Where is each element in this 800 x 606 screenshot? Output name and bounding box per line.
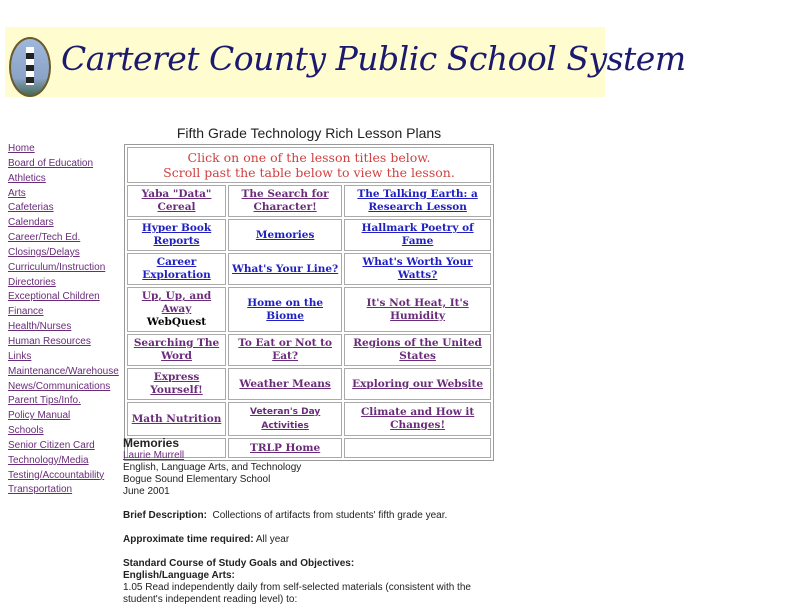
lesson-link[interactable]: Regions of the United States — [353, 337, 482, 362]
lesson-title: Memories — [123, 436, 180, 450]
lesson-link[interactable]: Express Yourself! — [150, 371, 203, 396]
sidebar-link-testing-accountability[interactable]: Testing/Accountability — [8, 469, 105, 481]
webquest-label: WebQuest — [146, 316, 207, 328]
lesson-link[interactable]: Career Exploration — [142, 256, 211, 281]
table-instructions: Click on one of the lesson titles below. Scroll past the table below to view the lesson. — [127, 147, 491, 183]
time-label: Approximate time required: — [123, 534, 254, 545]
lesson-link[interactable]: The Search for Character! — [241, 188, 329, 213]
goals-label: Standard Course of Study Goals and Objectives: — [123, 558, 355, 569]
sidebar-link-athletics[interactable]: Athletics — [8, 172, 46, 184]
lesson-link[interactable]: It's Not Heat, It's Humidity — [366, 296, 469, 322]
lesson-link[interactable]: Hallmark Poetry of Fame — [361, 222, 474, 247]
author-link[interactable]: Laurie Murrell — [123, 450, 185, 461]
time-required: All year — [255, 534, 290, 545]
lesson-link[interactable]: Veteran's Day Activities — [249, 407, 321, 431]
sidebar-link-home[interactable]: Home — [8, 143, 35, 154]
lesson-link[interactable]: Home on the Biome — [247, 296, 324, 322]
sidebar-link-career-tech-ed[interactable]: Career/Tech Ed. — [8, 232, 81, 244]
lesson-link[interactable]: Hyper Book Reports — [141, 222, 212, 247]
trlp-home-link[interactable]: TRLP Home — [250, 441, 321, 454]
site-banner — [5, 27, 686, 97]
sidebar-link-links[interactable]: Links — [8, 350, 32, 362]
lesson-table — [124, 144, 494, 461]
lesson-link[interactable]: Exploring our Website — [352, 377, 484, 390]
brief-label: Brief Description: — [123, 510, 207, 521]
lesson-link[interactable]: To Eat or Not to Eat? — [238, 337, 332, 362]
sidebar-link-maintenance-warehouse[interactable]: Maintenance/Warehouse — [8, 365, 119, 377]
sidebar-link-curriculum-instruction[interactable]: Curriculum/Instruction — [8, 261, 106, 273]
sidebar-nav — [8, 142, 119, 498]
sidebar-link-cafeterias[interactable]: Cafeterias — [8, 202, 54, 214]
lesson-date: June 2001 — [123, 486, 170, 497]
sidebar-link-senior-citizen-card[interactable]: Senior Citizen Card — [8, 439, 95, 451]
site-title: Carteret County Public School System — [61, 39, 686, 78]
lesson-details — [123, 436, 503, 606]
sidebar-link-parent-tips-info[interactable]: Parent Tips/Info. — [8, 395, 81, 407]
sidebar-link-finance[interactable]: Finance — [8, 306, 44, 318]
lesson-link[interactable]: What's Your Line? — [232, 262, 339, 275]
page-title: Fifth Grade Technology Rich Lesson Plans — [176, 125, 442, 141]
lesson-link[interactable]: Memories — [255, 228, 315, 241]
sidebar-link-human-resources[interactable]: Human Resources — [8, 335, 91, 347]
sidebar-link-arts[interactable]: Arts — [8, 187, 26, 199]
lesson-link[interactable]: Yaba "Data" Cereal — [141, 188, 212, 213]
ela-label: English/Language Arts: — [123, 570, 235, 581]
sidebar-link-policy-manual[interactable]: Policy Manual — [8, 410, 71, 422]
sidebar-link-technology-media[interactable]: Technology/Media — [8, 454, 89, 466]
lesson-link[interactable]: The Talking Earth: a Research Lesson — [357, 188, 478, 213]
objective-text: 1.05 Read independently daily from self-selected materials (consistent with the student's independent reading level) to: — [123, 582, 471, 605]
sidebar-link-news-communications[interactable]: News/Communications — [8, 380, 111, 392]
sidebar-link-transportation[interactable]: Transportation — [8, 484, 73, 496]
lighthouse-logo — [9, 37, 51, 97]
lesson-link[interactable]: What's Worth Your Watts? — [362, 256, 473, 281]
sidebar-link-calendars[interactable]: Calendars — [8, 217, 54, 229]
sidebar-link-health-nurses[interactable]: Health/Nurses — [8, 321, 72, 333]
sidebar-link-directories[interactable]: Directories — [8, 276, 56, 288]
sidebar-link-closings-delays[interactable]: Closings/Delays — [8, 246, 80, 258]
lesson-link[interactable]: Climate and How it Changes! — [360, 406, 475, 431]
lesson-link[interactable]: Up, Up, and Away — [141, 290, 212, 315]
lesson-school: Bogue Sound Elementary School — [123, 474, 271, 485]
brief-description: Collections of artifacts from students' fifth grade year. — [212, 510, 448, 521]
lesson-link[interactable]: Math Nutrition — [131, 412, 222, 425]
lesson-link[interactable]: Weather Means — [239, 377, 331, 390]
lesson-link[interactable]: Searching The Word — [133, 337, 220, 362]
sidebar-link-schools[interactable]: Schools — [8, 425, 44, 437]
sidebar-link-exceptional-children[interactable]: Exceptional Children — [8, 291, 100, 303]
sidebar-link-board-of-education[interactable]: Board of Education — [8, 157, 94, 169]
lesson-subject: English, Language Arts, and Technology — [123, 462, 302, 473]
